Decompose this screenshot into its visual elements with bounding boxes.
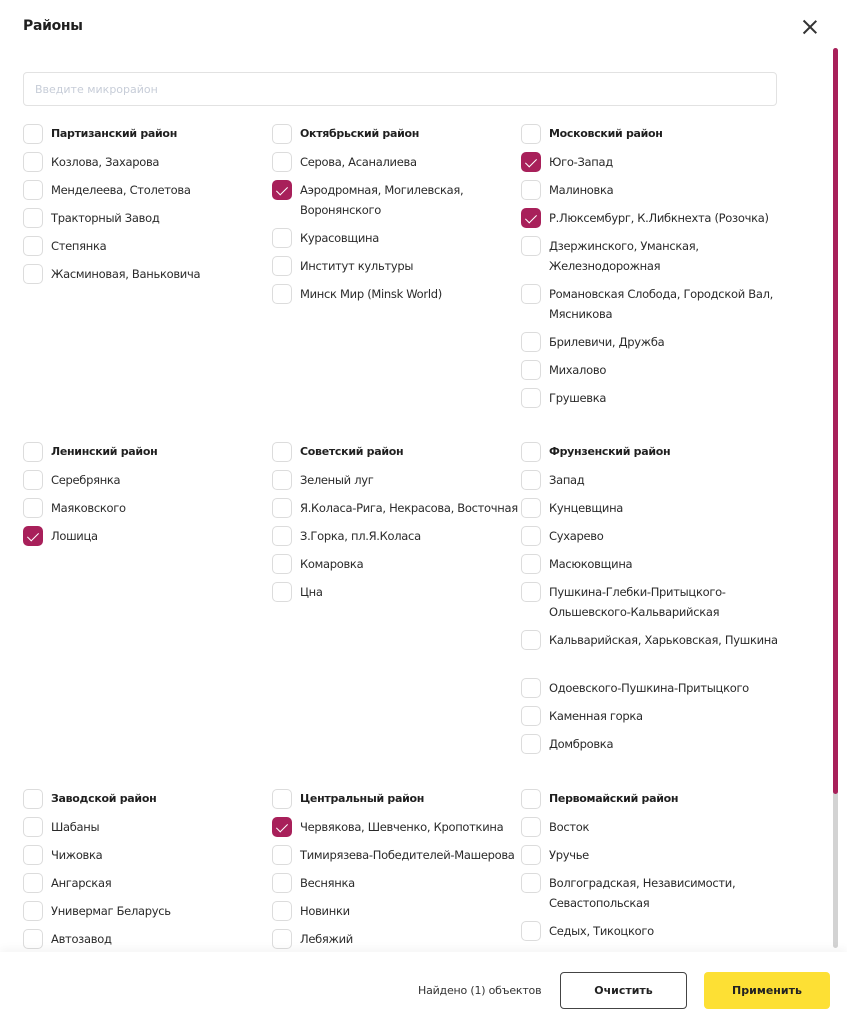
microdistrict-item[interactable] bbox=[23, 208, 159, 228]
microdistrict-checkbox[interactable] bbox=[272, 526, 292, 546]
microdistrict-label: Курасовщина bbox=[300, 231, 380, 245]
microdistrict-label: З.Горка, пл.Я.Коласа bbox=[300, 529, 421, 543]
district-checkbox[interactable] bbox=[23, 124, 43, 144]
microdistrict-checkbox[interactable] bbox=[521, 180, 541, 200]
microdistrict-checkbox[interactable] bbox=[23, 264, 43, 284]
microdistrict-item[interactable] bbox=[521, 734, 613, 754]
microdistrict-item[interactable] bbox=[272, 901, 350, 921]
microdistrict-item[interactable] bbox=[272, 845, 515, 865]
microdistrict-item[interactable] bbox=[521, 284, 789, 324]
microdistrict-label: Менделеева, Столетова bbox=[51, 183, 191, 197]
microdistrict-item[interactable] bbox=[272, 873, 355, 893]
microdistrict-checkbox[interactable] bbox=[521, 208, 541, 228]
microdistrict-label: Романовская Слобода, Городской Вал, Мясникова bbox=[549, 287, 773, 321]
microdistrict-item[interactable] bbox=[272, 582, 323, 602]
microdistrict-item[interactable] bbox=[521, 630, 789, 650]
microdistrict-label: Минск Мир (Minsk World) bbox=[300, 287, 442, 301]
microdistrict-item[interactable] bbox=[521, 236, 789, 276]
microdistrict-checkbox[interactable] bbox=[23, 526, 43, 546]
microdistrict-item[interactable] bbox=[521, 873, 789, 913]
microdistrict-label: Шабаны bbox=[51, 820, 100, 834]
microdistrict-checkbox[interactable] bbox=[272, 845, 292, 865]
microdistrict-item[interactable] bbox=[521, 152, 613, 172]
microdistrict-label: Малиновка bbox=[549, 183, 614, 197]
found-count-text: Найдено (1) объектов bbox=[418, 984, 542, 997]
district-header-row[interactable] bbox=[272, 124, 419, 144]
district-header-row[interactable] bbox=[272, 789, 424, 809]
district-header-row[interactable] bbox=[521, 442, 670, 462]
microdistrict-checkbox[interactable] bbox=[23, 470, 43, 490]
microdistrict-item[interactable] bbox=[521, 817, 589, 837]
microdistrict-label: Я.Коласа-Рига, Некрасова, Восточная bbox=[300, 501, 518, 515]
microdistrict-checkbox[interactable] bbox=[521, 921, 541, 941]
district-checkbox[interactable] bbox=[272, 442, 292, 462]
microdistrict-checkbox[interactable] bbox=[521, 152, 541, 172]
microdistrict-label: Автозавод bbox=[51, 932, 112, 946]
microdistrict-label: Михалово bbox=[549, 363, 607, 377]
district-title: Московский район bbox=[549, 127, 663, 140]
microdistrict-checkbox[interactable] bbox=[521, 554, 541, 574]
microdistrict-checkbox[interactable] bbox=[272, 901, 292, 921]
microdistrict-item[interactable] bbox=[521, 526, 603, 546]
microdistrict-label: Козлова, Захарова bbox=[51, 155, 160, 169]
microdistrict-checkbox[interactable] bbox=[272, 152, 292, 172]
microdistrict-label: Тракторный Завод bbox=[51, 211, 160, 225]
district-header-row[interactable] bbox=[521, 789, 678, 809]
district-checkbox[interactable] bbox=[521, 789, 541, 809]
microdistrict-item[interactable] bbox=[521, 180, 613, 200]
microdistrict-label: Брилевичи, Дружба bbox=[549, 335, 665, 349]
microdistrict-label: Аэродромная, Могилевская, Воронянского bbox=[300, 183, 464, 217]
microdistrict-label: Уручье bbox=[549, 848, 589, 862]
microdistrict-checkbox[interactable] bbox=[521, 526, 541, 546]
microdistrict-item[interactable] bbox=[272, 284, 442, 304]
microdistrict-checkbox[interactable] bbox=[521, 332, 541, 352]
district-checkbox[interactable] bbox=[521, 124, 541, 144]
scrollbar-thumb[interactable] bbox=[833, 48, 838, 794]
microdistrict-checkbox[interactable] bbox=[521, 817, 541, 837]
microdistrict-checkbox[interactable] bbox=[23, 929, 43, 949]
microdistrict-checkbox[interactable] bbox=[272, 180, 292, 200]
district-header-row[interactable] bbox=[272, 442, 403, 462]
microdistrict-label: Веснянка bbox=[300, 876, 355, 890]
microdistrict-item[interactable] bbox=[23, 498, 126, 518]
microdistrict-label: Маяковского bbox=[51, 501, 126, 515]
microdistrict-label: Лебяжий bbox=[300, 932, 353, 946]
microdistrict-checkbox[interactable] bbox=[23, 845, 43, 865]
district-title: Заводской район bbox=[51, 792, 157, 805]
microdistrict-item[interactable] bbox=[23, 264, 200, 284]
microdistrict-checkbox[interactable] bbox=[521, 873, 541, 893]
district-header-row[interactable] bbox=[23, 789, 156, 809]
microdistrict-item[interactable] bbox=[23, 236, 106, 256]
district-checkbox[interactable] bbox=[272, 124, 292, 144]
microdistrict-item[interactable] bbox=[521, 360, 606, 380]
microdistrict-label: Зеленый луг bbox=[300, 473, 374, 487]
microdistrict-checkbox[interactable] bbox=[272, 228, 292, 248]
district-checkbox[interactable] bbox=[23, 442, 43, 462]
microdistrict-label: Одоевского-Пушкина-Притыцкого bbox=[549, 681, 749, 695]
microdistrict-checkbox[interactable] bbox=[272, 554, 292, 574]
microdistrict-checkbox[interactable] bbox=[521, 388, 541, 408]
microdistrict-checkbox[interactable] bbox=[521, 630, 541, 650]
microdistrict-label: Степянка bbox=[51, 239, 107, 253]
district-checkbox[interactable] bbox=[23, 789, 43, 809]
microdistrict-item[interactable] bbox=[272, 817, 503, 837]
district-title: Первомайский район bbox=[549, 792, 679, 805]
microdistrict-item[interactable] bbox=[23, 470, 120, 490]
microdistrict-label: Каменная горка bbox=[549, 709, 643, 723]
microdistrict-checkbox[interactable] bbox=[272, 817, 292, 837]
microdistrict-checkbox[interactable] bbox=[272, 256, 292, 276]
microdistrict-item[interactable] bbox=[521, 498, 623, 518]
microdistrict-label: Серова, Асаналиева bbox=[300, 155, 417, 169]
microdistrict-item[interactable] bbox=[521, 678, 749, 698]
microdistrict-label: Запад bbox=[549, 473, 585, 487]
microdistrict-checkbox[interactable] bbox=[272, 582, 292, 602]
microdistrict-label: Комаровка bbox=[300, 557, 364, 571]
microdistrict-checkbox[interactable] bbox=[521, 498, 541, 518]
microdistrict-checkbox[interactable] bbox=[521, 706, 541, 726]
microdistrict-item[interactable] bbox=[23, 817, 99, 837]
microdistrict-label: Сухарево bbox=[549, 529, 604, 543]
district-title: Партизанский район bbox=[51, 127, 177, 140]
microdistrict-item[interactable] bbox=[521, 470, 584, 490]
microdistrict-checkbox[interactable] bbox=[23, 208, 43, 228]
microdistrict-label: Универмаг Беларусь bbox=[51, 904, 171, 918]
district-header-row[interactable] bbox=[23, 124, 177, 144]
modal-title: Районы bbox=[23, 18, 83, 34]
microdistrict-label: Червякова, Шевченко, Кропоткина bbox=[300, 820, 504, 834]
microdistrict-item[interactable] bbox=[23, 845, 102, 865]
microdistrict-item[interactable] bbox=[23, 901, 171, 921]
district-header-row[interactable] bbox=[23, 442, 157, 462]
microdistrict-checkbox[interactable] bbox=[521, 470, 541, 490]
microdistrict-checkbox[interactable] bbox=[272, 470, 292, 490]
microdistrict-item[interactable] bbox=[521, 845, 589, 865]
microdistrict-item[interactable] bbox=[272, 498, 518, 518]
district-checkbox[interactable] bbox=[521, 442, 541, 462]
microdistrict-checkbox[interactable] bbox=[272, 284, 292, 304]
microdistrict-item[interactable] bbox=[272, 526, 421, 546]
microdistrict-item[interactable] bbox=[521, 332, 664, 352]
microdistrict-label: Пушкина-Глебки-Притыцкого-Ольшевского-Кальварийская bbox=[549, 585, 726, 619]
microdistrict-item[interactable] bbox=[521, 921, 654, 941]
microdistrict-item[interactable] bbox=[23, 526, 98, 546]
microdistrict-checkbox[interactable] bbox=[23, 152, 43, 172]
microdistrict-label: Институт культуры bbox=[300, 259, 414, 273]
district-title: Центральный район bbox=[300, 792, 425, 805]
microdistrict-checkbox[interactable] bbox=[521, 845, 541, 865]
microdistrict-item[interactable] bbox=[272, 256, 413, 276]
microdistrict-item[interactable] bbox=[272, 180, 540, 220]
microdistrict-checkbox[interactable] bbox=[521, 582, 541, 602]
microdistrict-label: Домбровка bbox=[549, 737, 614, 751]
microdistrict-item[interactable] bbox=[272, 152, 417, 172]
district-header-row[interactable] bbox=[521, 124, 663, 144]
microdistrict-checkbox[interactable] bbox=[272, 498, 292, 518]
microdistrict-checkbox[interactable] bbox=[23, 817, 43, 837]
microdistrict-item[interactable] bbox=[521, 554, 632, 574]
microdistrict-item[interactable] bbox=[23, 929, 112, 949]
microdistrict-label: Жасминовая, Ваньковича bbox=[51, 267, 201, 281]
microdistrict-checkbox[interactable] bbox=[23, 236, 43, 256]
district-title: Фрунзенский район bbox=[549, 445, 671, 458]
microdistrict-item[interactable] bbox=[272, 228, 379, 248]
microdistrict-label: Масюковщина bbox=[549, 557, 633, 571]
district-title: Советский район bbox=[300, 445, 404, 458]
apply-button[interactable]: Применить bbox=[704, 972, 830, 1009]
microdistrict-item[interactable] bbox=[23, 180, 191, 200]
microdistrict-label: Грушевка bbox=[549, 391, 607, 405]
microdistrict-label: Ангарская bbox=[51, 876, 112, 890]
microdistrict-label: Восток bbox=[549, 820, 590, 834]
microdistrict-item[interactable] bbox=[272, 470, 374, 490]
microdistrict-label: Кунцевщина bbox=[549, 501, 624, 515]
microdistrict-checkbox[interactable] bbox=[521, 734, 541, 754]
microdistrict-item[interactable] bbox=[521, 388, 606, 408]
microdistrict-search-input[interactable] bbox=[23, 72, 777, 106]
microdistrict-label: Кальварийская, Харьковская, Пушкина bbox=[549, 633, 778, 647]
district-title: Ленинский район bbox=[51, 445, 158, 458]
microdistrict-label: Новинки bbox=[300, 904, 350, 918]
microdistrict-item[interactable] bbox=[521, 706, 643, 726]
microdistrict-label: Чижовка bbox=[51, 848, 103, 862]
microdistrict-label: Р.Люксембург, К.Либкнехта (Розочка) bbox=[549, 211, 769, 225]
microdistrict-item[interactable] bbox=[521, 208, 769, 228]
microdistrict-label: Лошица bbox=[51, 529, 98, 543]
microdistrict-item[interactable] bbox=[272, 554, 363, 574]
microdistrict-checkbox[interactable] bbox=[23, 901, 43, 921]
district-checkbox[interactable] bbox=[272, 789, 292, 809]
microdistrict-item[interactable] bbox=[23, 152, 159, 172]
microdistrict-label: Седых, Тикоцкого bbox=[549, 924, 654, 938]
district-title: Октябрьский район bbox=[300, 127, 420, 140]
microdistrict-item[interactable] bbox=[272, 929, 353, 949]
microdistrict-label: Тимирязева-Победителей-Машерова bbox=[300, 848, 515, 862]
microdistrict-label: Юго-Запад bbox=[549, 155, 613, 169]
microdistrict-checkbox[interactable] bbox=[521, 284, 541, 304]
microdistrict-checkbox[interactable] bbox=[23, 873, 43, 893]
microdistrict-checkbox[interactable] bbox=[521, 236, 541, 256]
microdistrict-checkbox[interactable] bbox=[23, 180, 43, 200]
microdistrict-label: Дзержинского, Уманская, Железнодорожная bbox=[549, 239, 699, 273]
close-icon[interactable] bbox=[799, 16, 821, 38]
microdistrict-checkbox[interactable] bbox=[521, 678, 541, 698]
microdistrict-checkbox[interactable] bbox=[521, 360, 541, 380]
microdistrict-label: Цна bbox=[300, 585, 323, 599]
microdistrict-label: Волгоградская, Независимости, Севастопольская bbox=[549, 876, 736, 910]
microdistrict-item[interactable] bbox=[23, 873, 111, 893]
microdistrict-item[interactable] bbox=[521, 582, 789, 622]
microdistrict-checkbox[interactable] bbox=[272, 873, 292, 893]
microdistrict-checkbox[interactable] bbox=[23, 498, 43, 518]
microdistrict-label: Серебрянка bbox=[51, 473, 121, 487]
microdistrict-checkbox[interactable] bbox=[272, 929, 292, 949]
clear-button[interactable]: Очистить bbox=[560, 972, 687, 1009]
